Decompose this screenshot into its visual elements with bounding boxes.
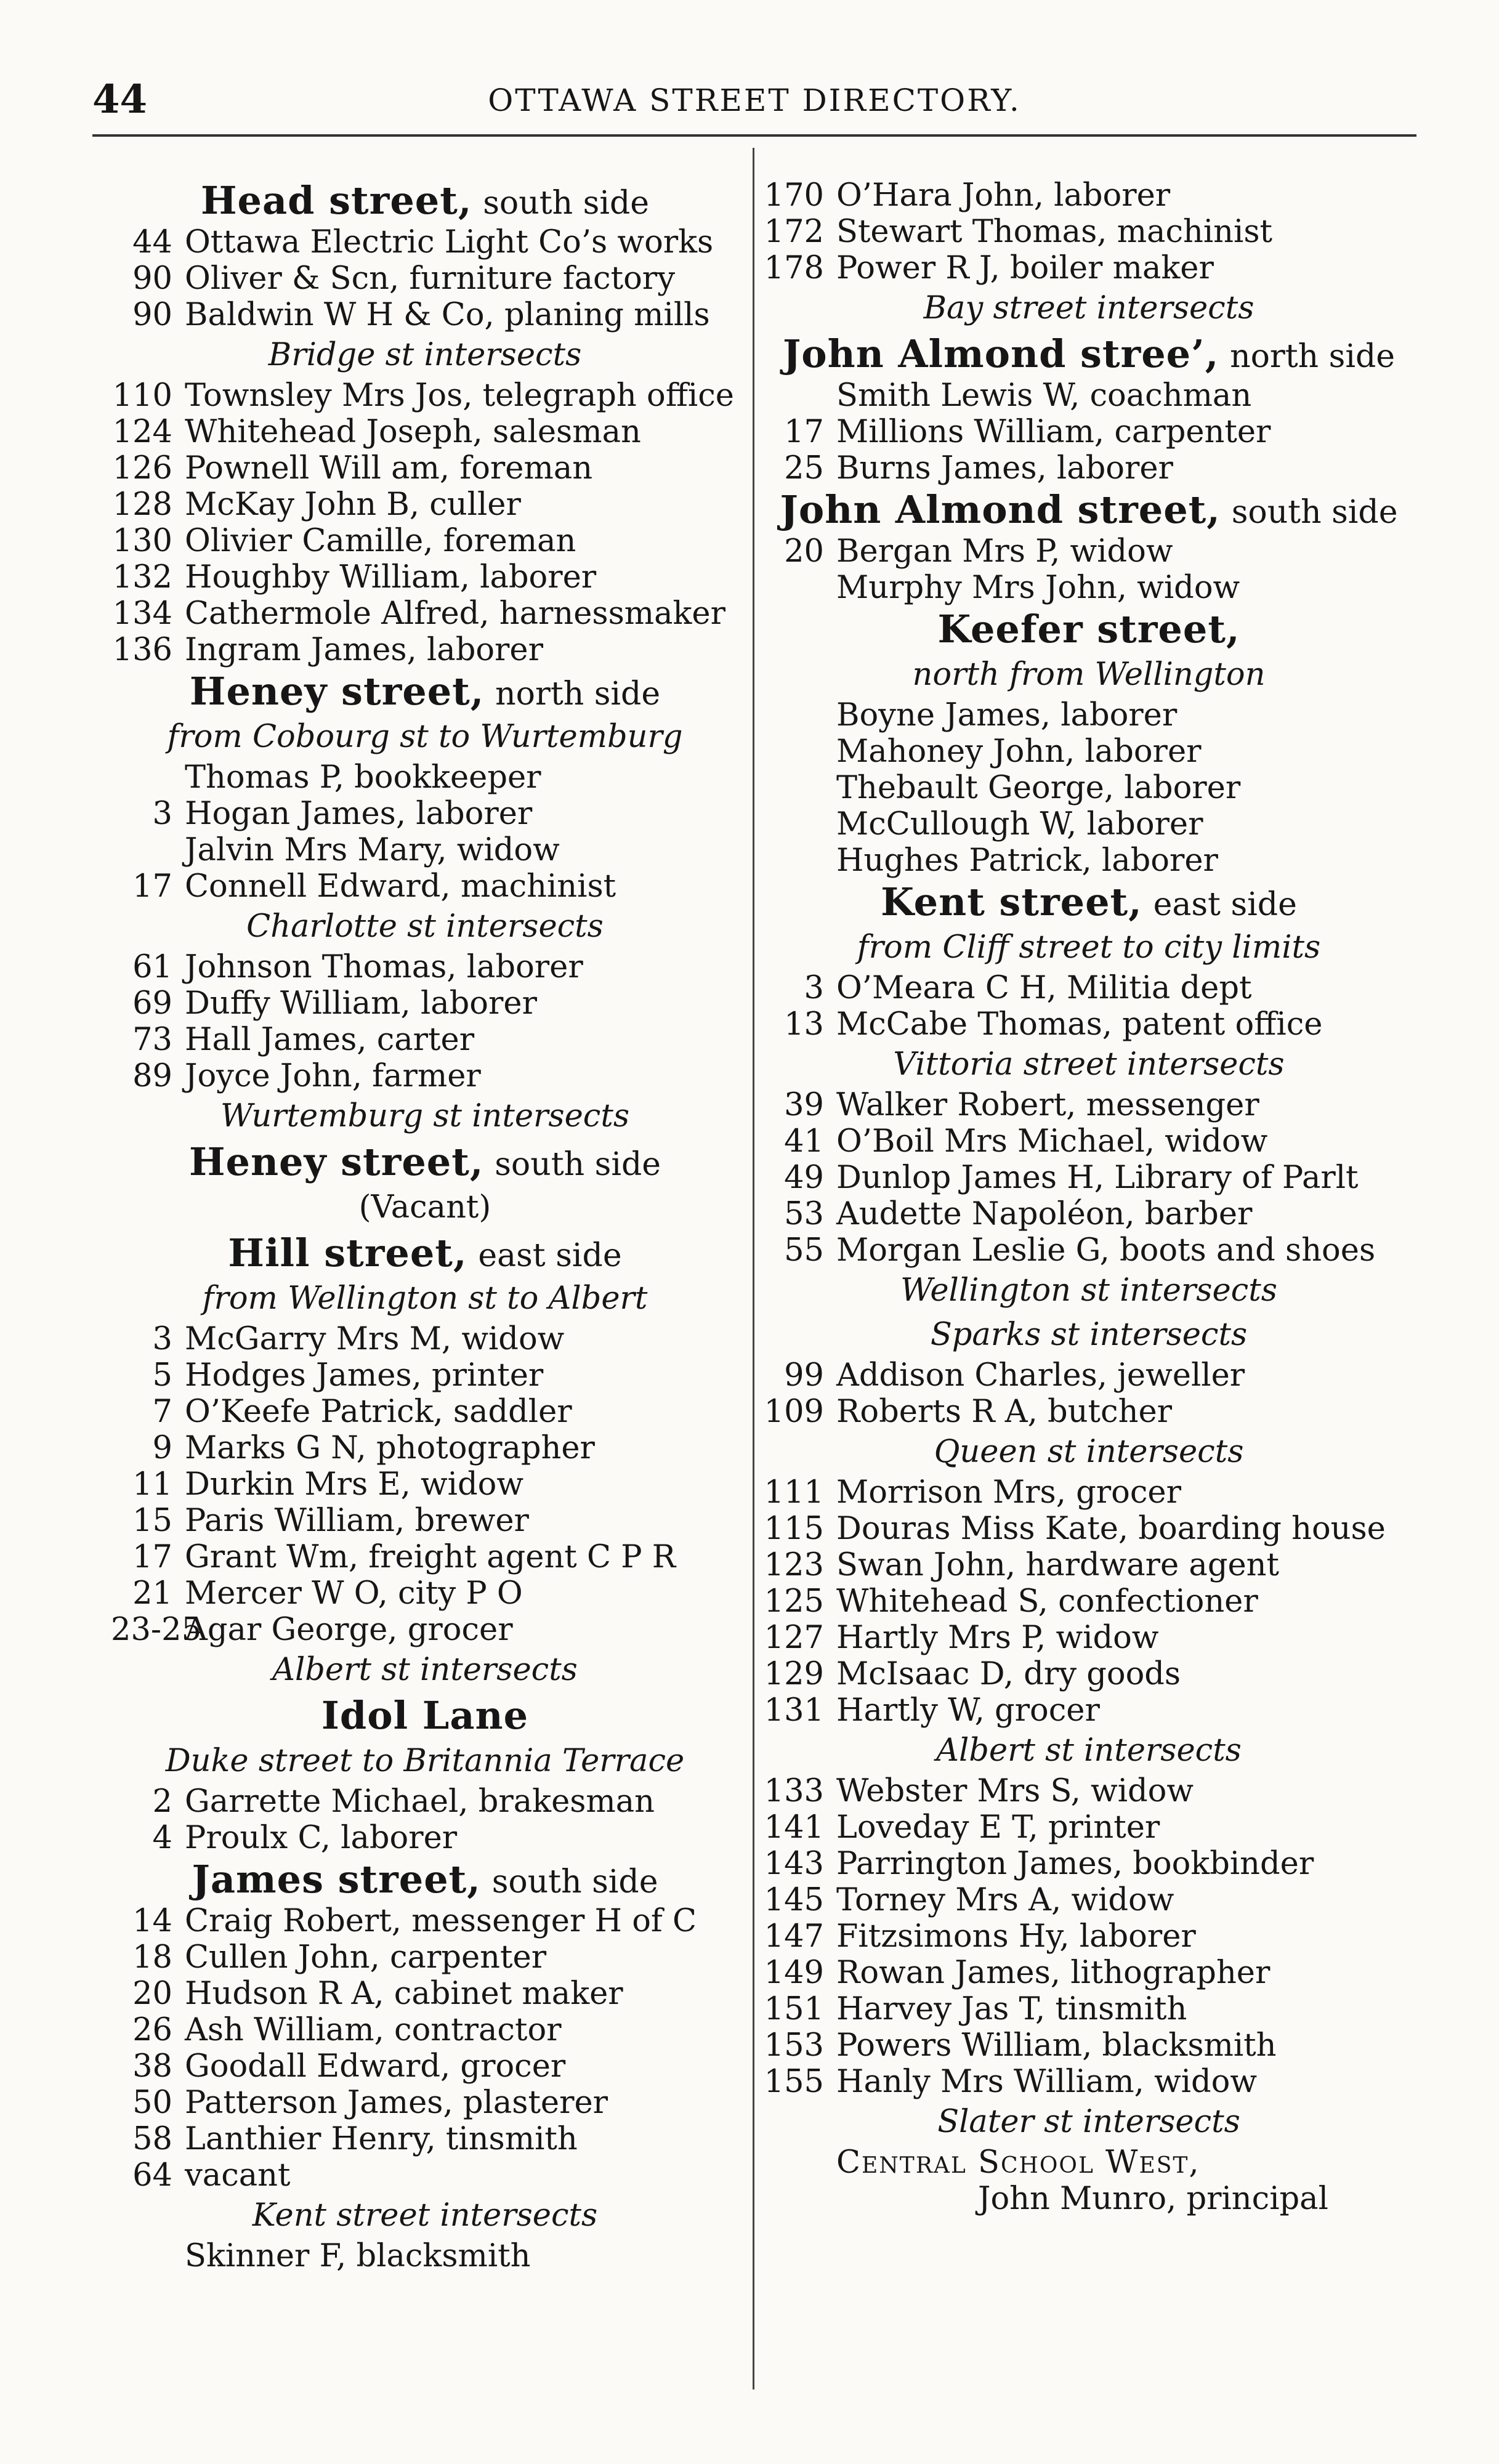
directory-entry bbox=[111, 1939, 739, 1976]
house-number: 69 bbox=[132, 985, 172, 1022]
resident-name: Ash William, contractor bbox=[185, 2012, 562, 2048]
house-number: 21 bbox=[132, 1575, 172, 1612]
street-heading bbox=[111, 668, 739, 715]
house-number: 141 bbox=[764, 1809, 824, 1846]
street-side: south side bbox=[491, 1864, 658, 1901]
house-number: 50 bbox=[132, 2085, 172, 2121]
house-number: 38 bbox=[132, 2048, 172, 2085]
resident-name: Powers William, blacksmith bbox=[836, 2027, 1277, 2064]
resident-name: Audette Napoléon, barber bbox=[836, 1196, 1253, 1232]
house-number: 41 bbox=[784, 1123, 824, 1160]
house-number: 143 bbox=[764, 1846, 824, 1882]
house-number: 17 bbox=[132, 1539, 172, 1575]
directory-entry bbox=[762, 1006, 1415, 1043]
resident-name: Hudson R A, cabinet maker bbox=[185, 1976, 623, 2012]
resident-name: McCabe Thomas, patent office bbox=[836, 1006, 1323, 1043]
right-column bbox=[762, 177, 1415, 2217]
directory-entry bbox=[111, 1783, 739, 1820]
directory-entry bbox=[762, 1991, 1415, 2027]
resident-name: Craig Robert, messenger H of C bbox=[185, 1903, 697, 1939]
resident-name: Patterson James, plasterer bbox=[185, 2085, 608, 2121]
directory-entry bbox=[111, 1903, 739, 1939]
house-number bbox=[762, 842, 836, 879]
directory-entry bbox=[111, 1321, 739, 1357]
house-number: 23-25 bbox=[111, 1612, 202, 1648]
directory-entry bbox=[762, 970, 1415, 1006]
directory-entry bbox=[762, 806, 1415, 842]
street-side: north side bbox=[1230, 338, 1396, 375]
house-number: 109 bbox=[764, 1394, 824, 1430]
house-number: 130 bbox=[112, 523, 172, 559]
house-number: 18 bbox=[132, 1939, 172, 1976]
resident-name: Hodges James, printer bbox=[185, 1357, 544, 1394]
house-number: 3 bbox=[152, 796, 172, 832]
intersection-note: Bay street intersects bbox=[923, 290, 1255, 326]
directory-entry bbox=[111, 224, 739, 261]
street-name: Keefer street, bbox=[937, 607, 1240, 652]
directory-entry bbox=[762, 1547, 1415, 1583]
resident-name: Cullen John, carpenter bbox=[185, 1939, 547, 1976]
house-number: 61 bbox=[132, 949, 172, 985]
directory-entry bbox=[111, 414, 739, 450]
resident-name: Baldwin W H & Co, planing mills bbox=[185, 297, 710, 333]
house-number: 20 bbox=[132, 1976, 172, 2012]
house-number: 126 bbox=[112, 450, 172, 487]
resident-name: Ottawa Electric Light Co’s works bbox=[185, 224, 714, 261]
house-number: 3 bbox=[152, 1321, 172, 1357]
house-number: 13 bbox=[784, 1006, 824, 1043]
page-header bbox=[92, 73, 1416, 128]
intersection-note: Kent street intersects bbox=[252, 2197, 598, 2234]
intersection-note: Albert st intersects bbox=[936, 1732, 1242, 1769]
directory-entry bbox=[762, 770, 1415, 806]
directory-entry bbox=[111, 1022, 739, 1058]
house-number: 90 bbox=[132, 297, 172, 333]
directory-entry bbox=[111, 1430, 739, 1466]
directory-entry bbox=[111, 596, 739, 632]
house-number: 128 bbox=[112, 487, 172, 523]
house-number: 90 bbox=[132, 261, 172, 297]
intersection-note: Slater st intersects bbox=[937, 2104, 1240, 2140]
resident-name: O’Meara C H, Militia dept bbox=[836, 970, 1252, 1006]
resident-name: Rowan James, lithographer bbox=[836, 1955, 1271, 1991]
directory-entry bbox=[111, 378, 739, 414]
header-rule bbox=[92, 134, 1416, 137]
resident-name: Hartly W, grocer bbox=[836, 1692, 1100, 1729]
directory-entry bbox=[762, 214, 1415, 250]
resident-name: Ingram James, laborer bbox=[185, 632, 543, 668]
intersection-note: Vittoria street intersects bbox=[893, 1046, 1285, 1083]
directory-entry bbox=[111, 523, 739, 559]
resident-name: Whitehead S, confectioner bbox=[836, 1583, 1258, 1620]
left-column bbox=[111, 177, 739, 2274]
resident-name: Addison Charles, jeweller bbox=[836, 1357, 1245, 1394]
house-number: 147 bbox=[764, 1918, 824, 1955]
house-number bbox=[762, 2181, 836, 2217]
house-number: 125 bbox=[764, 1583, 824, 1620]
resident-name: Stewart Thomas, machinist bbox=[836, 214, 1272, 250]
intersection-note: Duke street to Britannia Terrace bbox=[165, 1743, 685, 1779]
house-number: 2 bbox=[152, 1783, 172, 1820]
street-name: Hill street, bbox=[228, 1230, 467, 1275]
page-title: OTTAWA STREET DIRECTORY. bbox=[488, 83, 1021, 118]
house-number: 15 bbox=[132, 1503, 172, 1539]
resident-name: John Munro, principal bbox=[978, 2181, 1328, 2217]
house-number: 64 bbox=[132, 2157, 172, 2194]
house-number: 111 bbox=[764, 1474, 824, 1511]
street-heading bbox=[762, 606, 1415, 653]
house-number: 53 bbox=[784, 1196, 824, 1232]
resident-name: Boyne James, laborer bbox=[836, 697, 1178, 733]
house-number: 4 bbox=[152, 1820, 172, 1856]
house-number: 14 bbox=[132, 1903, 172, 1939]
intersection-note: Sparks st intersects bbox=[930, 1317, 1248, 1353]
house-number: 44 bbox=[132, 224, 172, 261]
directory-entry bbox=[111, 1539, 739, 1575]
street-name: Heney street, bbox=[189, 669, 485, 714]
house-number: 99 bbox=[784, 1357, 824, 1394]
resident-name: Hanly Mrs William, widow bbox=[836, 2064, 1257, 2100]
directory-entry bbox=[762, 378, 1415, 414]
resident-name: Whitehead Joseph, salesman bbox=[185, 414, 641, 450]
resident-name: Pownell Will am, foreman bbox=[185, 450, 593, 487]
resident-name: Paris William, brewer bbox=[185, 1503, 529, 1539]
house-number: 145 bbox=[764, 1882, 824, 1918]
directory-entry bbox=[762, 1656, 1415, 1692]
resident-name: Duffy William, laborer bbox=[185, 985, 537, 1022]
resident-name: Thomas P, bookkeeper bbox=[185, 759, 541, 796]
street-side: south side bbox=[1231, 494, 1398, 531]
resident-name: Hartly Mrs P, widow bbox=[836, 1620, 1159, 1656]
house-number bbox=[762, 806, 836, 842]
resident-name: Durkin Mrs E, widow bbox=[185, 1466, 523, 1503]
resident-name: Swan John, hardware agent bbox=[836, 1547, 1280, 1583]
resident-name: Connell Edward, machinist bbox=[185, 868, 616, 905]
house-number: 155 bbox=[764, 2064, 824, 2100]
directory-entry bbox=[762, 414, 1415, 450]
house-number: 17 bbox=[784, 414, 824, 450]
house-number: 170 bbox=[764, 177, 824, 214]
directory-entry bbox=[111, 1394, 739, 1430]
resident-name: McIsaac D, dry goods bbox=[836, 1656, 1181, 1692]
resident-name: Fitzsimons Hy, laborer bbox=[836, 1918, 1196, 1955]
resident-name: Hogan James, laborer bbox=[185, 796, 533, 832]
house-number: 39 bbox=[784, 1087, 824, 1123]
intersection-note: Albert st intersects bbox=[272, 1652, 578, 1688]
house-number: 73 bbox=[132, 1022, 172, 1058]
directory-entry bbox=[111, 1357, 739, 1394]
house-number: 26 bbox=[132, 2012, 172, 2048]
directory-entry bbox=[762, 1583, 1415, 1620]
resident-name: Goodall Edward, grocer bbox=[185, 2048, 566, 2085]
house-number: 178 bbox=[764, 250, 824, 286]
directory-entry bbox=[762, 1882, 1415, 1918]
directory-entry bbox=[762, 1692, 1415, 1729]
directory-entry bbox=[762, 1394, 1415, 1430]
house-number: 136 bbox=[112, 632, 172, 668]
directory-entry bbox=[762, 533, 1415, 570]
directory-entry bbox=[762, 570, 1415, 606]
column-divider bbox=[753, 148, 754, 2389]
page-number: 44 bbox=[92, 76, 148, 123]
resident-name: Marks G N, photographer bbox=[185, 1430, 595, 1466]
directory-entry bbox=[111, 2121, 739, 2157]
intersection-note: Bridge st intersects bbox=[268, 337, 582, 373]
street-heading bbox=[762, 879, 1415, 926]
house-number: 124 bbox=[112, 414, 172, 450]
resident-name: Burns James, laborer bbox=[836, 450, 1173, 487]
directory-entry bbox=[762, 1511, 1415, 1547]
house-number bbox=[762, 770, 836, 806]
intersection-note: north from Wellington bbox=[912, 656, 1266, 693]
street-name: Head street, bbox=[200, 178, 472, 223]
street-name: James street, bbox=[192, 1857, 481, 1902]
directory-entry bbox=[111, 632, 739, 668]
house-number: 127 bbox=[764, 1620, 824, 1656]
resident-name: Lanthier Henry, tinsmith bbox=[185, 2121, 578, 2157]
house-number: 110 bbox=[112, 378, 172, 414]
resident-name: Roberts R A, butcher bbox=[836, 1394, 1173, 1430]
directory-entry bbox=[111, 1820, 739, 1856]
resident-name: O’Hara John, laborer bbox=[836, 177, 1171, 214]
directory-entry bbox=[111, 868, 739, 905]
directory-entry bbox=[111, 2012, 739, 2048]
street-heading bbox=[111, 1139, 739, 1186]
directory-entry bbox=[762, 1123, 1415, 1160]
resident-name: Walker Robert, messenger bbox=[836, 1087, 1259, 1123]
resident-name: Proulx C, laborer bbox=[185, 1820, 458, 1856]
resident-name: McGarry Mrs M, widow bbox=[185, 1321, 565, 1357]
street-side: south side bbox=[495, 1146, 661, 1183]
resident-name: Douras Miss Kate, boarding house bbox=[836, 1511, 1386, 1547]
directory-entry bbox=[111, 2238, 739, 2274]
resident-name: Dunlop James H, Library of Parlt bbox=[836, 1160, 1359, 1196]
street-heading bbox=[111, 1230, 739, 1277]
resident-name: Jalvin Mrs Mary, widow bbox=[185, 832, 560, 868]
street-heading bbox=[762, 487, 1415, 533]
resident-name: Millions William, carpenter bbox=[836, 414, 1271, 450]
directory-entry bbox=[762, 1918, 1415, 1955]
resident-name: Hall James, carter bbox=[185, 1022, 475, 1058]
resident-name: Johnson Thomas, laborer bbox=[185, 949, 583, 985]
directory-entry bbox=[762, 1620, 1415, 1656]
street-side: east side bbox=[1153, 886, 1297, 923]
resident-name: Smith Lewis W, coachman bbox=[836, 378, 1252, 414]
street-side: south side bbox=[483, 185, 650, 222]
resident-name: Olivier Camille, foreman bbox=[185, 523, 576, 559]
vacant-note: (Vacant) bbox=[358, 1189, 491, 1226]
resident-name: McCullough W, laborer bbox=[836, 806, 1203, 842]
directory-entry bbox=[762, 1357, 1415, 1394]
street-heading bbox=[111, 177, 739, 224]
directory-entry bbox=[111, 450, 739, 487]
resident-name: Cathermole Alfred, harnessmaker bbox=[185, 596, 725, 632]
directory-entry bbox=[762, 1160, 1415, 1196]
house-number bbox=[762, 378, 836, 414]
resident-name: Webster Mrs S, widow bbox=[836, 1773, 1194, 1809]
resident-name: Morrison Mrs, grocer bbox=[836, 1474, 1181, 1511]
resident-name: O’Boil Mrs Michael, widow bbox=[836, 1123, 1268, 1160]
directory-entry bbox=[111, 261, 739, 297]
directory-entry bbox=[111, 2048, 739, 2085]
house-number: 55 bbox=[784, 1232, 824, 1269]
directory-entry bbox=[762, 1955, 1415, 1991]
house-number: 89 bbox=[132, 1058, 172, 1094]
house-number: 115 bbox=[764, 1511, 824, 1547]
resident-name: Torney Mrs A, widow bbox=[836, 1882, 1174, 1918]
intersection-note: Wellington st intersects bbox=[900, 1272, 1277, 1309]
directory-entry bbox=[111, 985, 739, 1022]
house-number: 153 bbox=[764, 2027, 824, 2064]
street-name: Idol Lane bbox=[321, 1693, 529, 1738]
resident-name: Townsley Mrs Jos, telegraph office bbox=[185, 378, 734, 414]
resident-name: Thebault George, laborer bbox=[836, 770, 1241, 806]
house-number: 49 bbox=[784, 1160, 824, 1196]
house-number: 17 bbox=[132, 868, 172, 905]
house-number: 20 bbox=[784, 533, 824, 570]
directory-entry bbox=[111, 949, 739, 985]
resident-name: Oliver & Scn, furniture factory bbox=[185, 261, 676, 297]
house-number: 134 bbox=[112, 596, 172, 632]
street-name: Heney street, bbox=[188, 1139, 484, 1184]
intersection-note: from Cobourg st to Wurtemburg bbox=[167, 719, 683, 755]
resident-name: Central School West, bbox=[836, 2144, 1200, 2181]
directory-entry bbox=[111, 1466, 739, 1503]
directory-entry bbox=[111, 832, 739, 868]
resident-name: Mercer W O, city P O bbox=[185, 1575, 523, 1612]
directory-entry bbox=[762, 1232, 1415, 1269]
resident-name: Hughes Patrick, laborer bbox=[836, 842, 1218, 879]
resident-name: Bergan Mrs P, widow bbox=[836, 533, 1173, 570]
resident-name: O’Keefe Patrick, saddler bbox=[185, 1394, 572, 1430]
house-number bbox=[762, 2144, 836, 2181]
directory-entry bbox=[111, 559, 739, 596]
house-number bbox=[111, 759, 185, 796]
directory-entry bbox=[762, 1773, 1415, 1809]
street-side: east side bbox=[478, 1237, 622, 1274]
directory-entry bbox=[762, 697, 1415, 733]
directory-entry bbox=[762, 1474, 1415, 1511]
directory-entry bbox=[111, 1976, 739, 2012]
resident-name: Houghby William, laborer bbox=[185, 559, 597, 596]
street-heading bbox=[111, 1692, 739, 1739]
directory-entry bbox=[762, 2027, 1415, 2064]
intersection-note: from Wellington st to Albert bbox=[202, 1280, 648, 1317]
intersection-note: Wurtemburg st intersects bbox=[220, 1098, 630, 1134]
house-number: 3 bbox=[804, 970, 824, 1006]
intersection-note: from Cliff street to city limits bbox=[857, 929, 1321, 966]
directory-entry bbox=[762, 2064, 1415, 2100]
house-number bbox=[111, 832, 185, 868]
house-number bbox=[762, 733, 836, 770]
resident-name: Mahoney John, laborer bbox=[836, 733, 1202, 770]
directory-entry bbox=[762, 2144, 1415, 2181]
resident-name: Murphy Mrs John, widow bbox=[836, 570, 1240, 606]
street-name: John Almond street, bbox=[780, 487, 1221, 532]
directory-entry bbox=[762, 450, 1415, 487]
directory-entry bbox=[762, 250, 1415, 286]
house-number: 5 bbox=[152, 1357, 172, 1394]
resident-name: vacant bbox=[185, 2157, 291, 2194]
house-number bbox=[762, 570, 836, 606]
directory-entry bbox=[762, 1846, 1415, 1882]
resident-name: Parrington James, bookbinder bbox=[836, 1846, 1314, 1882]
directory-entry bbox=[111, 759, 739, 796]
street-side: north side bbox=[495, 676, 661, 713]
directory-entry bbox=[111, 487, 739, 523]
resident-name: Garrette Michael, brakesman bbox=[185, 1783, 655, 1820]
house-number: 9 bbox=[152, 1430, 172, 1466]
house-number: 58 bbox=[132, 2121, 172, 2157]
house-number: 131 bbox=[764, 1692, 824, 1729]
directory-entry bbox=[762, 1087, 1415, 1123]
directory-entry bbox=[111, 2157, 739, 2194]
resident-name: McKay John B, culler bbox=[185, 487, 521, 523]
directory-entry bbox=[111, 1503, 739, 1539]
street-name: John Almond stree’, bbox=[782, 331, 1219, 376]
house-number: 25 bbox=[784, 450, 824, 487]
resident-name: Morgan Leslie G, boots and shoes bbox=[836, 1232, 1376, 1269]
directory-entry bbox=[111, 1612, 739, 1648]
directory-entry bbox=[762, 1196, 1415, 1232]
street-heading bbox=[762, 331, 1415, 378]
house-number: 133 bbox=[764, 1773, 824, 1809]
directory-entry bbox=[111, 796, 739, 832]
directory-entry bbox=[762, 842, 1415, 879]
house-number: 151 bbox=[764, 1991, 824, 2027]
resident-name: Agar George, grocer bbox=[185, 1612, 513, 1648]
directory-entry bbox=[762, 2181, 1415, 2217]
house-number: 123 bbox=[764, 1547, 824, 1583]
directory-entry bbox=[762, 1809, 1415, 1846]
house-number bbox=[762, 697, 836, 733]
directory-entry bbox=[762, 733, 1415, 770]
resident-name: Joyce John, farmer bbox=[185, 1058, 481, 1094]
directory-entry bbox=[111, 297, 739, 333]
directory-entry bbox=[111, 1058, 739, 1094]
directory-entry bbox=[762, 177, 1415, 214]
house-number bbox=[111, 2238, 185, 2274]
street-name: Kent street, bbox=[881, 879, 1142, 924]
house-number: 172 bbox=[764, 214, 824, 250]
street-heading bbox=[111, 1856, 739, 1903]
house-number: 149 bbox=[764, 1955, 824, 1991]
intersection-note: Charlotte st intersects bbox=[246, 908, 604, 945]
house-number: 129 bbox=[764, 1656, 824, 1692]
house-number: 132 bbox=[112, 559, 172, 596]
directory-entry bbox=[111, 1575, 739, 1612]
resident-name: Grant Wm, freight agent C P R bbox=[185, 1539, 676, 1575]
intersection-note: Queen st intersects bbox=[934, 1434, 1244, 1470]
house-number: 11 bbox=[132, 1466, 172, 1503]
resident-name: Harvey Jas T, tinsmith bbox=[836, 1991, 1187, 2027]
directory-entry bbox=[111, 2085, 739, 2121]
resident-name: Power R J, boiler maker bbox=[836, 250, 1214, 286]
resident-name: Loveday E T, printer bbox=[836, 1809, 1160, 1846]
house-number: 7 bbox=[152, 1394, 172, 1430]
resident-name: Skinner F, blacksmith bbox=[185, 2238, 531, 2274]
